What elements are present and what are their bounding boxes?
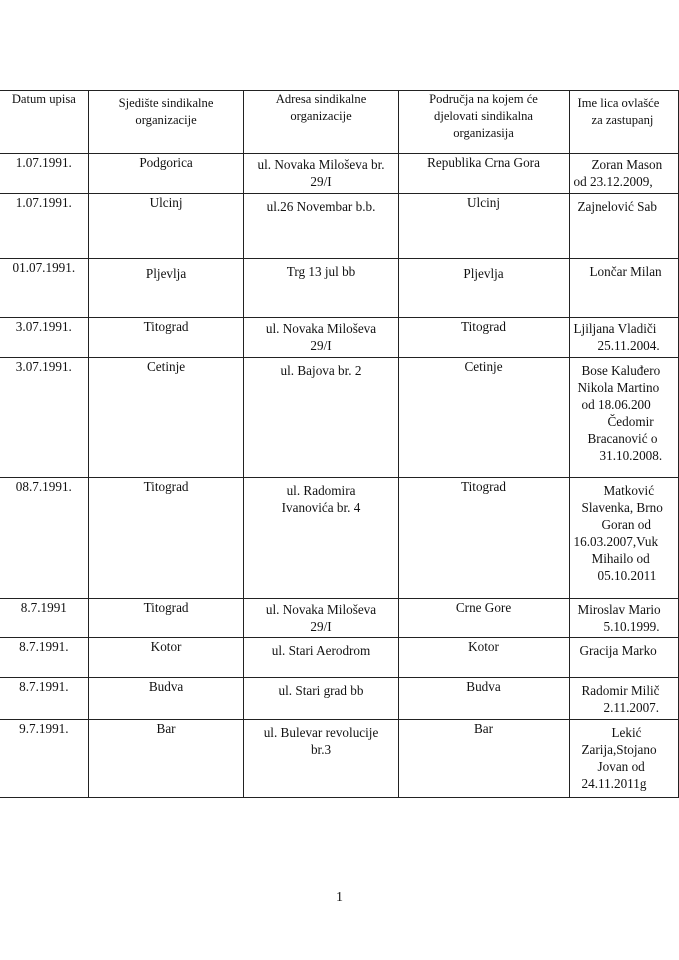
cell-ime: Lončar Milan: [569, 259, 679, 318]
cell-datum: 3.07.1991.: [0, 318, 88, 358]
cell-sjediste: Titograd: [88, 478, 244, 599]
cell-sjediste: Kotor: [88, 638, 244, 678]
table-row: [0, 720, 679, 798]
cell-datum: 1.07.1991.: [0, 154, 88, 194]
cell-sjediste: Budva: [88, 678, 244, 720]
cell-datum: 9.7.1991.: [0, 720, 88, 798]
cell-sjediste: Ulcinj: [88, 194, 244, 259]
cell-adresa: ul. Novaka Miloševa 29/I: [244, 318, 398, 358]
table-row: [0, 358, 679, 478]
table-row: [0, 259, 679, 318]
cell-podrucje: Cetinje: [398, 358, 569, 478]
cell-datum: 3.07.1991.: [0, 358, 88, 478]
header-ime-lica: Ime lica ovlašće za zastupanj: [569, 91, 679, 154]
cell-sjediste: Podgorica: [88, 154, 244, 194]
cell-sjediste: Cetinje: [88, 358, 244, 478]
table-row: [0, 599, 679, 638]
cell-adresa: ul. Bulevar revolucije br.3: [244, 720, 398, 798]
cell-ime: Bose Kaluđero Nikola Martino od 18.06.200 Čedomir Bracanović o 31.10.2008.: [569, 358, 679, 478]
cell-adresa: ul. Radomira Ivanovića br. 4: [244, 478, 398, 599]
cell-datum: 1.07.1991.: [0, 194, 88, 259]
cell-adresa: ul. Novaka Miloševa 29/I: [244, 599, 398, 638]
cell-podrucje: Titograd: [398, 318, 569, 358]
cell-podrucje: Pljevlja: [398, 259, 569, 318]
cell-ime: Ljiljana Vladiči 25.11.2004.: [569, 318, 679, 358]
cell-sjediste: Bar: [88, 720, 244, 798]
cell-podrucje: Republika Crna Gora: [398, 154, 569, 194]
cell-datum: 08.7.1991.: [0, 478, 88, 599]
header-datum-upisa: Datum upisa: [0, 91, 88, 154]
cell-podrucje: Bar: [398, 720, 569, 798]
cell-sjediste: Titograd: [88, 599, 244, 638]
registry-table: [0, 90, 679, 798]
cell-podrucje: Titograd: [398, 478, 569, 599]
cell-podrucje: Kotor: [398, 638, 569, 678]
cell-datum: 8.7.1991.: [0, 638, 88, 678]
cell-podrucje: Crne Gore: [398, 599, 569, 638]
table-row: [0, 154, 679, 194]
cell-datum: 8.7.1991: [0, 599, 88, 638]
cell-ime: Matković Slavenka, Brno Goran od 16.03.2007,Vuk Mihailo od 05.10.2011: [569, 478, 679, 599]
header-sjediste: Sjedište sindikalne organizacije: [88, 91, 244, 154]
cell-ime: Radomir Milič 2.11.2007.: [569, 678, 679, 720]
cell-adresa: ul. Stari Aerodrom: [244, 638, 398, 678]
cell-podrucje: Ulcinj: [398, 194, 569, 259]
cell-ime: Lekić Zarija,Stojano Jovan od 24.11.2011g: [569, 720, 679, 798]
cell-adresa: ul. Stari grad bb: [244, 678, 398, 720]
cell-ime: Zajnelović Sab: [569, 194, 679, 259]
cell-ime: Miroslav Mario 5.10.1999.: [569, 599, 679, 638]
page-number: 1: [336, 890, 343, 905]
table-row: [0, 194, 679, 259]
cell-ime: Gracija Marko: [569, 638, 679, 678]
table-row: [0, 678, 679, 720]
table-row: [0, 318, 679, 358]
cell-datum: 01.07.1991.: [0, 259, 88, 318]
header-adresa: Adresa sindikalne organizacije: [244, 91, 398, 154]
cell-adresa: ul.26 Novembar b.b.: [244, 194, 398, 259]
cell-adresa: ul. Novaka Miloševa br. 29/I: [244, 154, 398, 194]
table-header-row: [0, 91, 679, 154]
cell-podrucje: Budva: [398, 678, 569, 720]
cell-sjediste: Titograd: [88, 318, 244, 358]
cell-datum: 8.7.1991.: [0, 678, 88, 720]
cell-adresa: Trg 13 jul bb: [244, 259, 398, 318]
table-row: [0, 638, 679, 678]
cell-adresa: ul. Bajova br. 2: [244, 358, 398, 478]
cell-sjediste: Pljevlja: [88, 259, 244, 318]
header-podrucja: Područja na kojem će djelovati sindikalna organizasija: [398, 91, 569, 154]
cell-ime: Zoran Mason od 23.12.2009,: [569, 154, 679, 194]
table-row: [0, 478, 679, 599]
